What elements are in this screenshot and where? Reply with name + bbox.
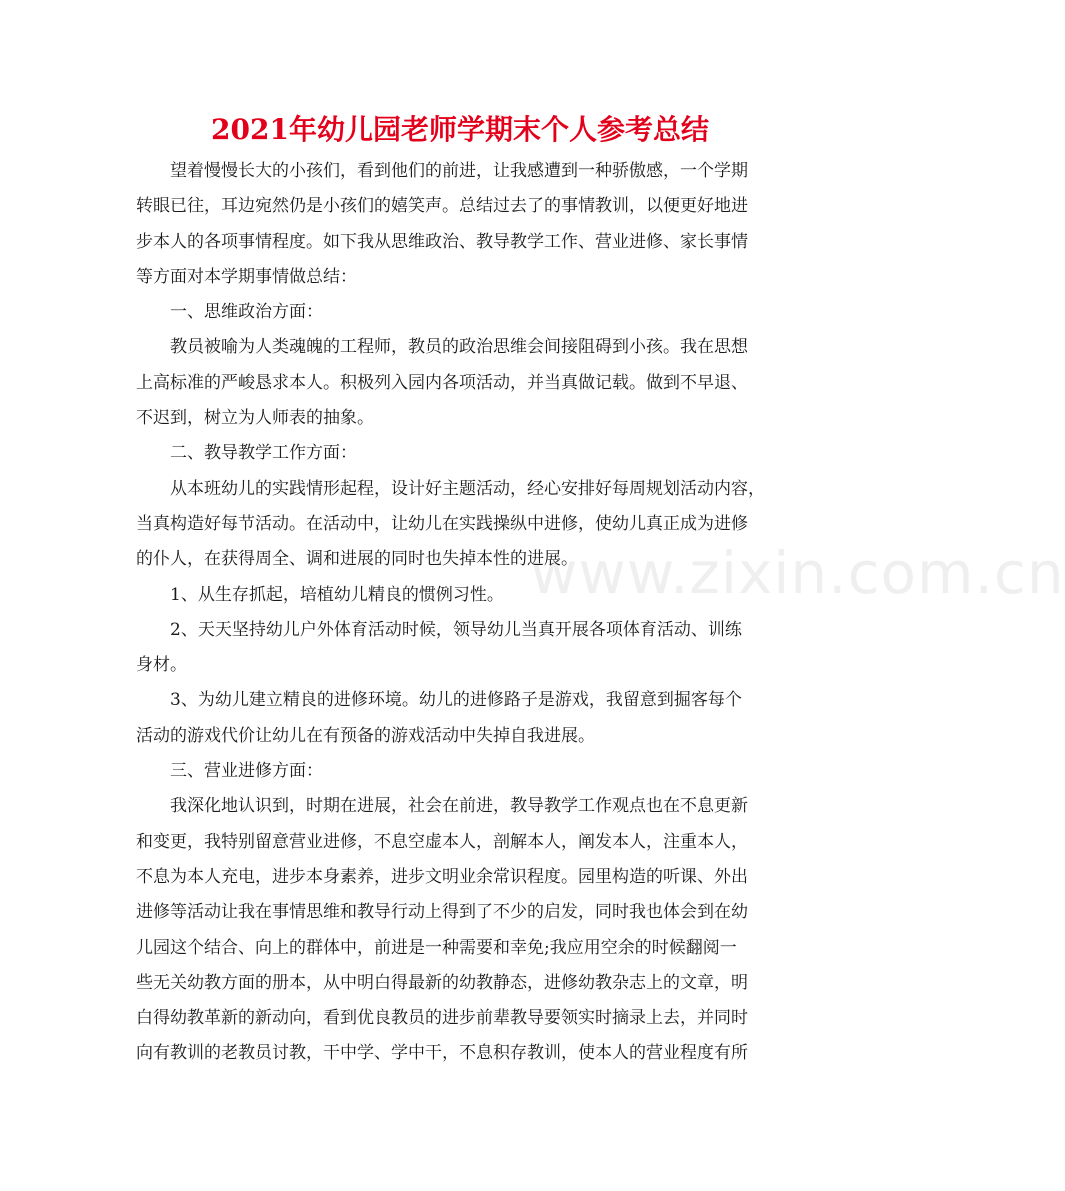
text-line: 二、教导教学工作方面： [170, 443, 357, 464]
text-line: 些无关幼教方面的册本，从中明白得最新的幼教静态，进修幼教杂志上的文章，明 [136, 972, 748, 993]
document-title: 2021年幼儿园老师学期末个人参考总结 [211, 113, 709, 146]
paragraph [136, 789, 796, 1071]
paragraph [136, 436, 796, 471]
text-line: 活动的游戏代价让幼儿在有预备的游戏活动中失掉自我进展。 [136, 725, 595, 746]
text-line: 我深化地认识到，时期在进展，社会在前进，教导教学工作观点也在不息更新 [170, 796, 748, 817]
text-line: 儿园这个结合、向上的群体中，前进是一种需要和幸免;我应用空余的时候翻阅一 [136, 937, 737, 958]
text-line: 白得幼教革新的新动向，看到优良教员的进步前辈教导要领实时摘录上去，并同时 [136, 1008, 748, 1029]
paragraph [136, 683, 796, 754]
text-line: 和变更，我特别留意营业进修，不息空虚本人，剖解本人，阐发本人，注重本人， [136, 831, 748, 852]
text-line: 的仆人，在获得周全、调和进展的同时也失掉本性的进展。 [136, 549, 578, 570]
text-line: 望着慢慢长大的小孩们，看到他们的前进，让我感遭到一种骄傲感，一个学期 [170, 161, 748, 181]
text-line: 步本人的各项事情程度。如下我从思维政治、教导教学工作、营业进修、家长事情 [136, 231, 748, 252]
text-line: 不息为本人充电，进步本身素养，进步文明业余常识程度。园里构造的听课、外出 [136, 866, 748, 887]
paragraph [136, 578, 796, 613]
paragraph [136, 295, 796, 330]
text-line: 等方面对本学期事情做总结： [136, 266, 357, 287]
text-line: 当真构造好每节活动。在活动中，让幼儿在实践操纵中进修，使幼儿真正成为进修 [136, 513, 748, 534]
text-line: 从本班幼儿的实践情形起程，设计好主题活动，经心安排好每周规划活动内容， [170, 478, 765, 499]
watermark: www.zixin.com.cn [530, 539, 1065, 607]
text-line: 三、营业进修方面： [170, 761, 323, 782]
text-line: 3、为幼儿建立精良的进修环境。幼儿的进修路子是游戏，我留意到掘客每个 [170, 690, 742, 711]
paragraph [136, 754, 796, 789]
text-line: 教员被喻为人类魂魄的工程师，教员的政治思维会间接阻碍到小孩。我在思想 [170, 337, 748, 358]
document-body [136, 154, 796, 1072]
text-line: 转眼已往，耳边宛然仍是小孩们的嬉笑声。总结过去了的事情教训，以便更好地进 [136, 196, 748, 217]
text-line: 不迟到，树立为人师表的抽象。 [136, 408, 374, 429]
text-line: 一、思维政治方面： [170, 302, 323, 323]
paragraph [136, 154, 796, 295]
text-line: 身材。 [136, 655, 187, 676]
text-line: 向有教训的老教员讨教，干中学、学中干，不息积存教训，使本人的营业程度有所 [136, 1043, 748, 1064]
paragraph [136, 613, 796, 684]
paragraph [136, 330, 796, 436]
text-line: 进修等活动让我在事情思维和教导行动上得到了不少的启发，同时我也体会到在幼 [136, 902, 748, 923]
text-line: 2、天天坚持幼儿户外体育活动时候，领导幼儿当真开展各项体育活动、训练 [170, 619, 742, 640]
text-line: 上高标准的严峻恳求本人。积极列入园内各项活动，并当真做记载。做到不早退、 [136, 372, 748, 393]
paragraph [136, 472, 796, 578]
text-line: 1、从生存抓起，培植幼儿精良的惯例习性。 [170, 584, 504, 605]
